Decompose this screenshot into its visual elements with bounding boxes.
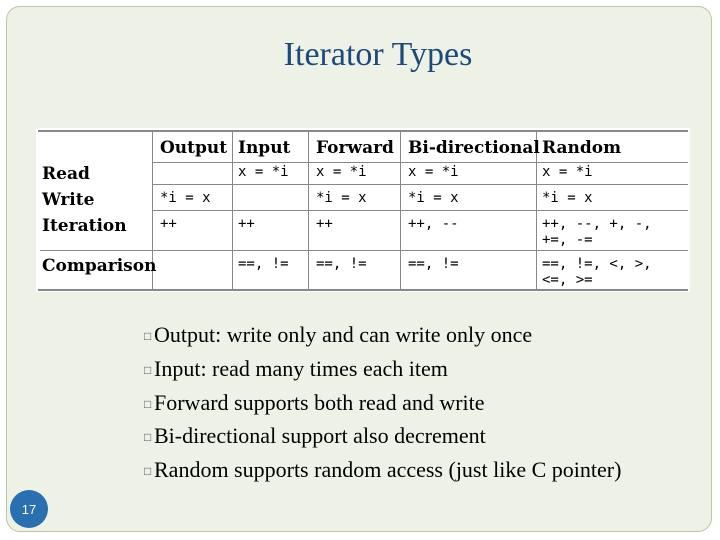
comparison-bidirectional: ==, != xyxy=(408,256,459,272)
page-number-badge: 17 xyxy=(10,490,48,528)
bullet-icon: □ xyxy=(144,362,152,377)
read-input: x = *i xyxy=(238,164,289,180)
bullet-icon: □ xyxy=(144,396,152,411)
row-label-comparison: Comparison xyxy=(42,256,157,276)
bullet-text: Forward supports both read and write xyxy=(154,389,485,415)
write-bidirectional: *i = x xyxy=(408,190,459,206)
row-label-write: Write xyxy=(42,190,95,210)
bullet-item xyxy=(144,318,704,352)
table-row-divider-3 xyxy=(40,250,688,251)
iteration-random-line1: ++, --, +, -, xyxy=(542,216,652,232)
bullet-text: Random supports random access (just like C pointer) xyxy=(154,457,622,483)
row-label-iteration: Iteration xyxy=(42,216,127,236)
table-col-divider-4 xyxy=(400,132,401,289)
comparison-random-line2: <=, >= xyxy=(542,272,593,288)
bullet-icon: □ xyxy=(144,329,152,344)
read-random: x = *i xyxy=(542,164,593,180)
iterator-table xyxy=(36,128,690,292)
write-forward: *i = x xyxy=(316,190,367,206)
bullet-text: Output: write only and can write only once xyxy=(154,322,533,347)
bullet-list xyxy=(144,318,704,487)
bullet-item xyxy=(144,453,704,487)
comparison-forward: ==, != xyxy=(316,256,367,272)
comparison-random-line1: ==, !=, <, >, xyxy=(542,256,652,272)
bullet-item xyxy=(144,386,704,420)
table-bottom-border xyxy=(38,289,688,291)
iteration-output: ++ xyxy=(160,216,177,232)
bullet-text: Bi-directional support also decrement xyxy=(154,423,486,449)
header-input: Input xyxy=(238,138,291,158)
read-bidirectional: x = *i xyxy=(408,164,459,180)
slide-title: Iterator Types xyxy=(283,36,473,73)
row-label-read: Read xyxy=(42,164,90,184)
bullet-text: Input: read many times each item xyxy=(154,355,448,381)
header-random: Random xyxy=(542,138,622,158)
iteration-bidirectional: ++, -- xyxy=(408,216,459,232)
header-output: Output xyxy=(160,138,228,158)
iteration-forward: ++ xyxy=(316,216,333,232)
write-output: *i = x xyxy=(160,190,211,206)
bullet-item xyxy=(144,419,704,453)
table-col-divider-2 xyxy=(232,132,233,289)
table-top-border xyxy=(38,130,688,132)
iteration-input: ++ xyxy=(238,216,255,232)
write-random: *i = x xyxy=(542,190,593,206)
bullet-icon: □ xyxy=(144,430,152,445)
header-forward: Forward xyxy=(316,138,394,158)
iteration-random-line2: +=, -= xyxy=(542,232,593,248)
table-col-divider-3 xyxy=(308,132,309,289)
read-forward: x = *i xyxy=(316,164,367,180)
comparison-input: ==, != xyxy=(238,256,289,272)
header-bidirectional: Bi-directional xyxy=(408,138,540,158)
bullet-icon: □ xyxy=(144,464,152,479)
bullet-item xyxy=(144,352,704,386)
